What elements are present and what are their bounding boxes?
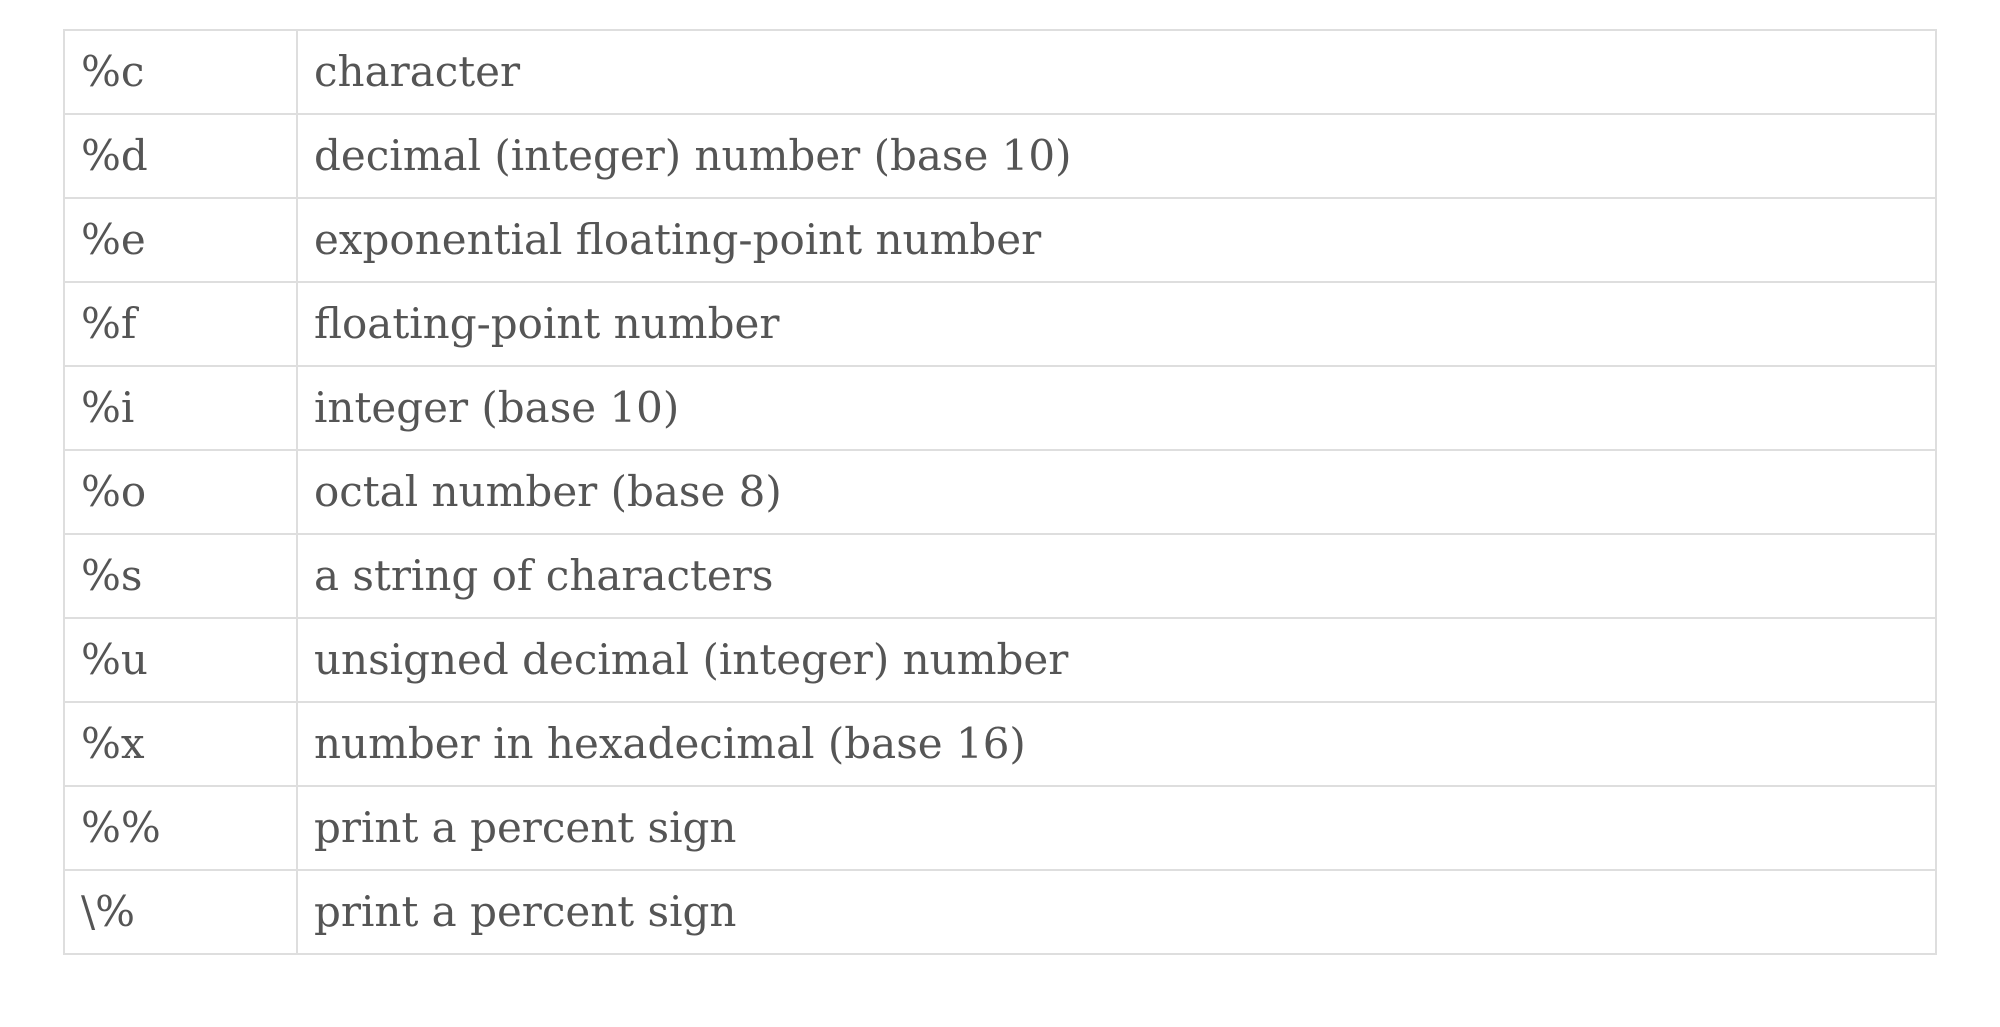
description-cell: character xyxy=(297,30,1936,114)
description-cell: unsigned decimal (integer) number xyxy=(297,618,1936,702)
description-cell: decimal (integer) number (base 10) xyxy=(297,114,1936,198)
format-specifier-cell: %e xyxy=(64,198,297,282)
format-specifier-cell: \% xyxy=(64,870,297,954)
format-specifier-cell: %i xyxy=(64,366,297,450)
description-cell: exponential floating-point number xyxy=(297,198,1936,282)
table-row xyxy=(64,702,1936,786)
format-specifier-cell: %% xyxy=(64,786,297,870)
table-row xyxy=(64,618,1936,702)
format-specifier-cell: %d xyxy=(64,114,297,198)
description-cell: number in hexadecimal (base 16) xyxy=(297,702,1936,786)
table-row xyxy=(64,30,1936,114)
format-specifier-cell: %u xyxy=(64,618,297,702)
description-cell: octal number (base 8) xyxy=(297,450,1936,534)
description-cell: print a percent sign xyxy=(297,870,1936,954)
format-specifier-cell: %o xyxy=(64,450,297,534)
table-row xyxy=(64,282,1936,366)
table-row xyxy=(64,534,1936,618)
table-row xyxy=(64,450,1936,534)
description-cell: integer (base 10) xyxy=(297,366,1936,450)
format-specifier-cell: %f xyxy=(64,282,297,366)
table-row xyxy=(64,198,1936,282)
description-cell: print a percent sign xyxy=(297,786,1936,870)
format-specifier-cell: %x xyxy=(64,702,297,786)
format-specifier-cell: %c xyxy=(64,30,297,114)
format-specifier-table-body xyxy=(64,30,1936,954)
description-cell: floating-point number xyxy=(297,282,1936,366)
table-row xyxy=(64,114,1936,198)
format-specifier-table xyxy=(63,29,1937,955)
table-row xyxy=(64,366,1936,450)
format-specifier-cell: %s xyxy=(64,534,297,618)
table-row xyxy=(64,786,1936,870)
table-row xyxy=(64,870,1936,954)
description-cell: a string of characters xyxy=(297,534,1936,618)
